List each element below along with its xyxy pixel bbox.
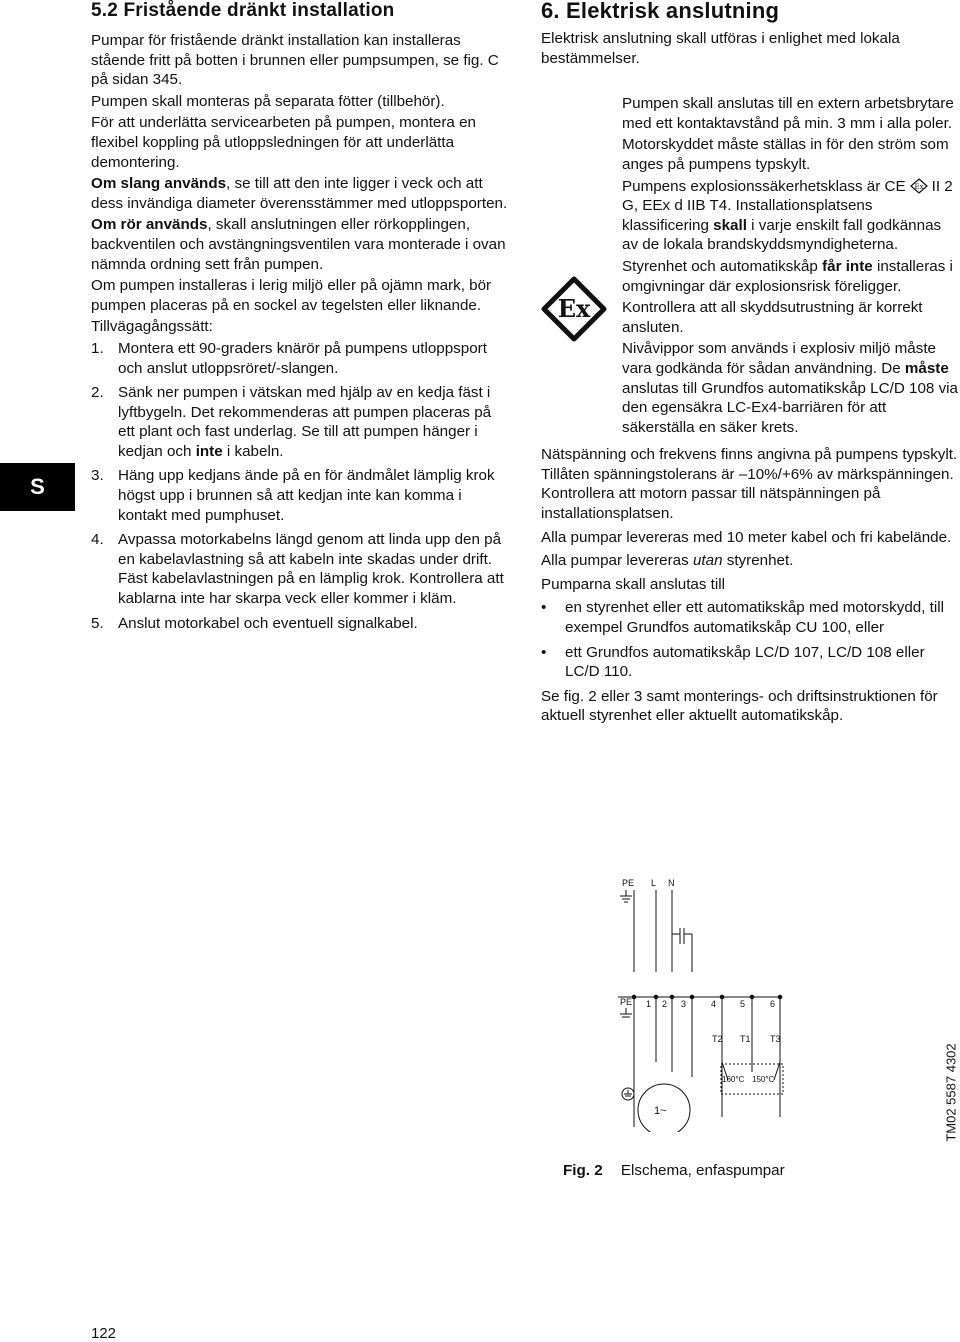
para-utan-styrenhet [541, 551, 960, 571]
svg-text:Ex: Ex [914, 182, 924, 191]
para-motorskydd: Motorskyddet måste ställas in för den ström som anges på pumpens typskylt. [622, 136, 949, 173]
bold-skall: skall [713, 216, 747, 234]
step-2 [91, 383, 511, 461]
text-ce: Pumpens explosionssäkerhetsklass är CE [622, 177, 906, 195]
temp-150: 150°C [752, 1075, 775, 1084]
figure-label: Fig. 2 [563, 1162, 603, 1179]
para-styrenhet [622, 257, 960, 296]
step-text: Avpassa motorkabelns längd genom att linda upp den på en kabelavlastning så att kabeln inte skadas under drift. Fäst kabelavlastningen på en lämplig krok. Kontrollera att kablarna inte har skarpa veck eller kommer i kläm. [118, 531, 504, 608]
terminal-6: 6 [770, 999, 776, 1009]
list-item-text: en styrenhet eller ett automatikskåp med motorskydd, till exempel Grundfos automatikskåp CU 100, eller [565, 599, 945, 637]
drawing-code [941, 1035, 960, 1155]
thermal-t1: T1 [740, 1034, 751, 1044]
text-class-end: i varje enskilt fall godkännas av de lokala brandskyddsmyndigheterna. [622, 216, 942, 254]
terminal-pe: PE [620, 997, 633, 1007]
page-number: 122 [91, 1325, 117, 1342]
para-explosionsklass [622, 177, 960, 255]
step-1 [91, 339, 511, 378]
para-servicearbeten: För att underlätta servicearbeten på pumpen, montera en flexibel koppling på utloppsledningen för att underlätta demontering. [91, 114, 476, 171]
text: Alla pumpar levereras [541, 552, 693, 570]
bullet: • [541, 599, 547, 617]
step-number: 2. [91, 384, 104, 402]
terminal-5: 5 [740, 999, 746, 1009]
para-fristående: Pumpar för fristående dränkt installation kan installeras stående fritt på botten i brunnen eller pumpsumpen, se fig. C på sidan 345. [91, 32, 499, 89]
label-n: N [668, 878, 675, 888]
step-text: Montera ett 90-graders knärör på pumpens utloppsport och anslut utloppsröret/-slangen. [118, 339, 487, 377]
list-item-text: ett Grundfos automatikskåp LC/D 107, LC/D 108 eller LC/D 110. [565, 643, 925, 681]
bold-maste: måste [904, 359, 949, 377]
step-3 [91, 466, 511, 525]
step-bold: inte [195, 442, 223, 460]
text: anslutas till Grundfos automatikskåp LC/D 108 via den egensäkra LC-Ex4-barriären för att säkerställa en säker krets. [622, 379, 958, 436]
para-intro: Elektrisk anslutning skall utföras i enlighet med lokala bestämmelser. [541, 30, 900, 67]
bold-ror: Om rör används [91, 216, 208, 234]
step-text: Anslut motorkabel och eventuell signalkabel. [118, 614, 418, 632]
temp-160: 160°C [722, 1075, 745, 1084]
section-heading-5-2: 5.2 Fristående dränkt installation [91, 0, 395, 21]
svg-text:Ex: Ex [557, 294, 591, 324]
drawing-code-text: TM02 5587 4302 [943, 1043, 959, 1142]
ex-small-icon [910, 178, 928, 194]
earth-symbol-terminal [620, 1008, 632, 1017]
para-nivavippor [622, 339, 960, 437]
terminal-1: 1 [646, 999, 652, 1009]
ex-atex-icon [541, 276, 607, 342]
text: Nivåvippor som används i explosiv miljö måste vara godkända för sådan användning. De [622, 340, 936, 377]
explosion-warning-block [541, 94, 960, 437]
text-class: II 2 G, EEx d IIB T4. Installationsplatsens klassificering [622, 177, 953, 234]
step-number: 3. [91, 467, 104, 485]
motor-label: 1~ [654, 1105, 667, 1117]
para-kabel: Alla pumpar levereras med 10 meter kabel och fri kabelände. [541, 528, 952, 546]
step-4 [91, 530, 511, 608]
section-heading-6: 6. Elektrisk anslutning [541, 0, 780, 23]
thermal-t3: T3 [770, 1034, 781, 1044]
terminal-3: 3 [681, 999, 687, 1009]
label-l: L [651, 878, 657, 888]
list-item [541, 598, 960, 637]
earth-symbol-top [620, 890, 632, 902]
connection-options-list [541, 598, 960, 681]
para-skyddsutrustning: Kontrollera att all skyddsutrustning är korrekt ansluten. [622, 299, 923, 336]
wiring-diagram [600, 872, 810, 1132]
para-se-fig: Se fig. 2 eller 3 samt monterings- och driftsinstruktionen för aktuell styrenhet eller aktuellt automatikskåp. [541, 687, 938, 725]
terminal-4: 4 [711, 999, 717, 1009]
step-text: Häng upp kedjans ände på en för ändmålet lämplig krok högst upp i brunnen så att kedjan inte kan komma i kontakt med pumphuset. [118, 467, 495, 524]
label-pe-top: PE [622, 878, 635, 888]
procedure-label: Tillvägagångssätt: [91, 318, 213, 336]
bold-far-inte: får inte [822, 257, 873, 275]
section-tab: S [0, 463, 75, 511]
right-column [541, 0, 960, 726]
para-slang [91, 174, 511, 213]
text-ror: , skall anslutningen eller rörkopplingen, backventilen och avstängningsventilen vara monterade i ovan nämnda ordning sett från pumpen. [91, 216, 506, 273]
text: Styrenhet och automatikskåp [622, 257, 823, 275]
step-number: 5. [91, 614, 104, 632]
figure-title: Elschema, enfaspumpar [620, 1162, 785, 1179]
terminal-2: 2 [662, 999, 668, 1009]
para-natspanning: Nätspänning och frekvens finns angivna på pumpens typskylt. Tillåten spänningstolerans är –10%/+6% av märkspänningen. Kontrollera att motorn passar till nätspänningen på installationsplatsen. [541, 446, 958, 523]
left-column [91, 0, 511, 638]
bold-slang: Om slang används [91, 175, 227, 193]
step-text: i kabeln. [222, 442, 284, 460]
step-number: 4. [91, 531, 104, 549]
list-item [541, 643, 960, 682]
thermal-t2: T2 [712, 1034, 723, 1044]
para-arbetsbrytare: Pumpen skall anslutas till en extern arbetsbrytare med ett kontaktavstånd på min. 3 mm i alla poler. [622, 95, 954, 132]
text: installeras i omgivningar där explosionsrisk föreligger. [622, 257, 953, 295]
text: styrenhet. [722, 552, 794, 570]
motor-earth-icon [622, 1088, 634, 1100]
capacitor-symbol [680, 928, 692, 972]
bullet: • [541, 643, 547, 661]
step-number: 1. [91, 339, 104, 357]
step-text: Sänk ner pumpen i vätskan med hjälp av en kedja fäst i lyftbygeln. Det rekommenderas att pumpen placeras på ett plant och fast underlag. Se till att pumpen hänger i kedjan och [118, 384, 492, 460]
para-ror [91, 215, 511, 274]
para-fotter: Pumpen skall monteras på separata fötter (tillbehör). [91, 92, 445, 110]
figure-caption [563, 1162, 785, 1179]
para-lerig: Om pumpen installeras i lerig miljö eller på ojämn mark, bör pumpen placeras på en sockel av tegelsten eller liknande. [91, 277, 492, 314]
procedure-steps [91, 339, 511, 633]
text-slang: , se till att den inte ligger i veck och att dess invändiga diameter överensstämmer med utloppsporten. [91, 175, 508, 212]
para-anslutas: Pumparna skall anslutas till [541, 575, 726, 593]
italic-utan: utan [692, 552, 723, 570]
step-5 [91, 614, 511, 634]
